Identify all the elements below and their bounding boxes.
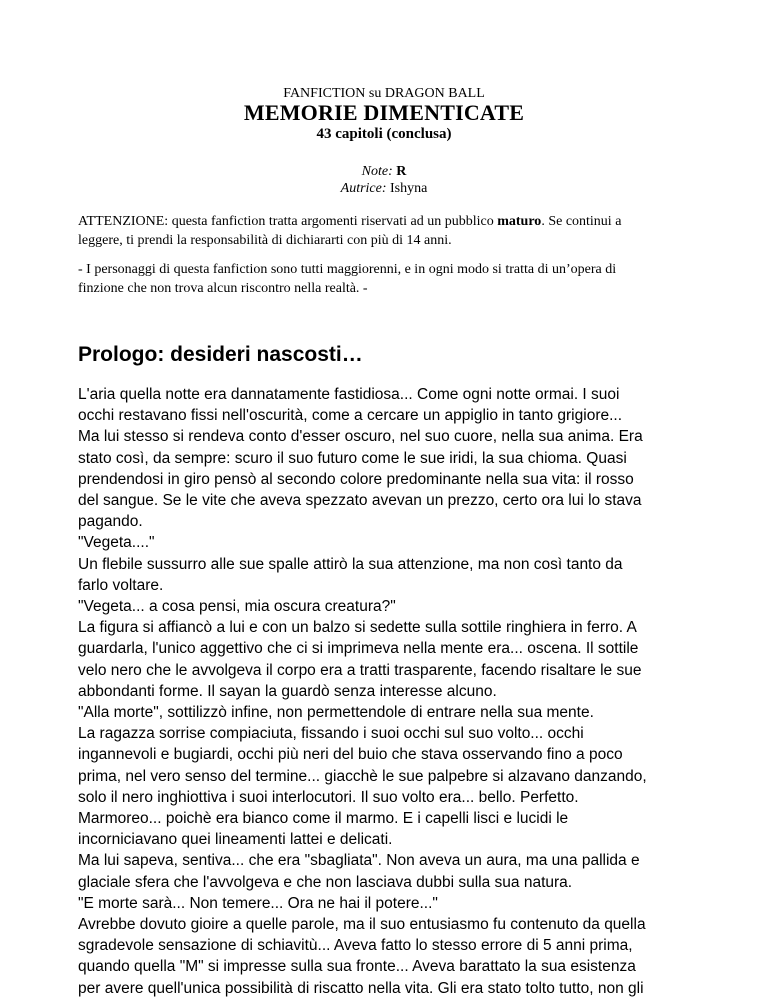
- body-line: Avrebbe dovuto gioire a quelle parole, ma il suo entusiasmo fu contenuto da quella: [78, 916, 646, 934]
- author-value: Ishyna: [390, 181, 428, 196]
- chapter-count: 43 capitoli (conclusa): [316, 126, 452, 142]
- body-line: "E morte sarà... Non temere... Ora ne hai il potere...": [78, 894, 438, 912]
- rating-label: Note:: [361, 164, 393, 179]
- disclaimer-line-2: finzione che non trova alcun riscontro nella realtà. -: [78, 281, 368, 296]
- fanfiction-category: FANFICTION su DRAGON BALL: [283, 86, 485, 101]
- body-line: guardarla, l'unico aggettivo che ci si imprimeva nella mente era... oscena. Il sottile: [78, 640, 639, 658]
- body-line: Ma lui stesso si rendeva conto d'esser oscuro, nel suo cuore, nella sua anima. Era: [78, 428, 643, 446]
- body-line: incorniciavano quei lineamenti lattei e delicati.: [78, 831, 393, 849]
- rating-value: R: [396, 164, 407, 179]
- body-line: abbondanti forme. Il sayan la guardò senza interesse alcuno.: [78, 682, 497, 700]
- body-line: L'aria quella notte era dannatamente fastidiosa... Come ogni notte ormai. I suoi: [78, 386, 620, 403]
- body-line: Ma lui sapeva, sentiva... che era "sbagliata". Non aveva un aura, ma una pallida e: [78, 852, 640, 870]
- body-line: La figura si affiancò a lui e con un balzo si sedette sulla sottile ringhiera in ferro. A: [78, 619, 637, 637]
- body-line: velo nero che le avvolgeva il corpo era a tratti trasparente, facendo risaltare le sue: [78, 661, 642, 679]
- body-line: "Alla morte", sottilizzò infine, non permettendole di entrare nella sua mente.: [78, 704, 594, 722]
- body-line: sgradevole sensazione di schiavitù... Aveva fatto lo stesso errore di 5 anni prima,: [78, 937, 633, 955]
- body-line: pagando.: [78, 513, 143, 531]
- chapter-heading: Prologo: desideri nascosti…: [78, 343, 363, 366]
- body-line: quando quella "M" si impresse sulla sua fronte... Aveva barattato la sua esistenza: [78, 958, 636, 976]
- author-label: Autrice:: [340, 181, 387, 196]
- body-line: glaciale sfera che l'avvolgeva e che non lasciava dubbi sulla sua natura.: [78, 873, 573, 891]
- body-line: stato così, da sempre: scuro il suo futuro come le sue iridi, la sua chioma. Quasi: [78, 449, 627, 467]
- author-line: [78, 181, 690, 197]
- age-warning: [78, 212, 690, 250]
- body-line: La ragazza sorrise compiaciuta, fissando i suoi occhi sul suo volto... occhi: [78, 725, 584, 743]
- rating-line: [78, 164, 690, 180]
- story-body: [78, 384, 690, 999]
- disclaimer: [78, 260, 690, 298]
- body-line: per avere quell'unica possibilità di riscatto nella vita. Gli era stato tolto tutto, non gli: [78, 979, 644, 997]
- body-line: del sangue. Se le vite che aveva spezzato avevan un prezzo, certo ora lui lo stava: [78, 492, 642, 510]
- warning-text-start: ATTENZIONE: questa fanfiction tratta argomenti riservati ad un pubblico: [78, 214, 498, 229]
- body-line: Un flebile sussurro alle sue spalle attirò la sua attenzione, ma non così tanto da: [78, 555, 623, 573]
- body-line: ingannevoli e bugiardi, occhi più neri del buio che stava osservando fino a poco: [78, 746, 623, 764]
- body-line: "Vegeta....": [78, 534, 155, 552]
- warning-text-end: . Se continui a: [541, 214, 622, 229]
- disclaimer-line-1: - I personaggi di questa fanfiction sono tutti maggiorenni, e in ogni modo si tratta di un’opera di: [78, 262, 617, 277]
- body-line: occhi restavano fissi nell'oscurità, come a cercare un appiglio in tanto grigiore...: [78, 407, 623, 425]
- warning-line-2: leggere, ti prendi la responsabilità di dichiararti con più di 14 anni.: [78, 233, 452, 248]
- body-line: prendendosi in giro pensò al secondo colore predominante nella sua vita: il rosso: [78, 470, 634, 488]
- document-title: MEMORIE DIMENTICATE: [243, 100, 525, 125]
- body-line: prima, nel vero senso del termine... giacchè le sue palpebre si alzavano danzando,: [78, 767, 647, 785]
- warning-bold-word: maturo: [497, 214, 542, 229]
- body-line: Marmoreo... poichè era bianco come il marmo. E i capelli lisci e lucidi le: [78, 810, 569, 828]
- body-line: solo il nero inghiottiva i suoi interlocutori. Il suo volto era... bello. Perfetto.: [78, 788, 579, 806]
- body-line: "Vegeta... a cosa pensi, mia oscura creatura?": [78, 598, 396, 616]
- body-line: farlo voltare.: [78, 576, 164, 594]
